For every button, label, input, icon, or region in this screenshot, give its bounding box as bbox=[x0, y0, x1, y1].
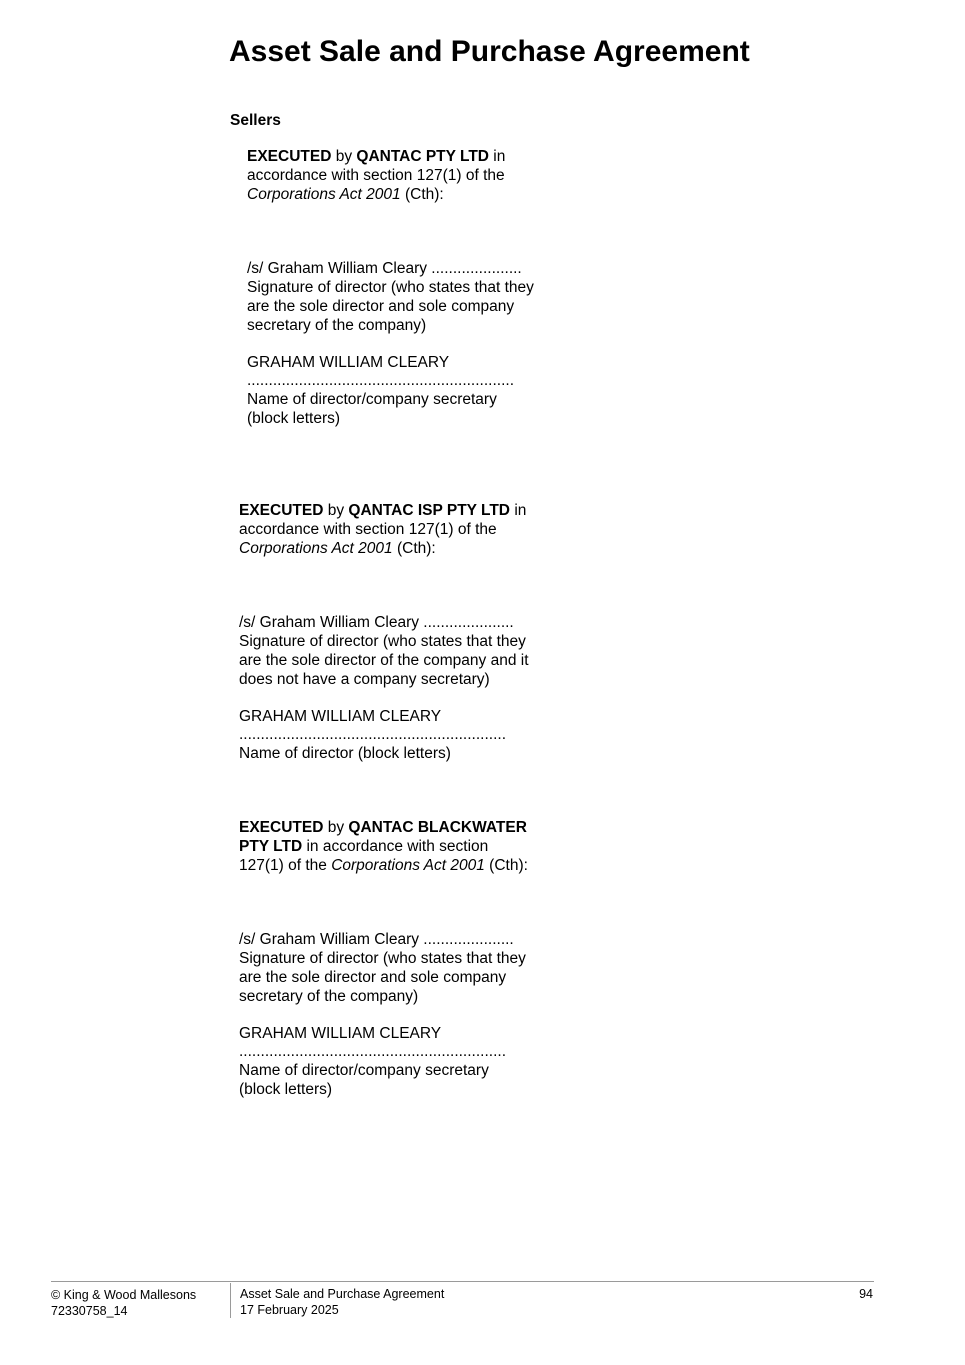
footer-column-divider bbox=[230, 1283, 231, 1318]
director-name: GRAHAM WILLIAM CLEARY bbox=[239, 1024, 442, 1042]
by-text: by bbox=[323, 502, 349, 519]
name-caption: Name of director (block letters) bbox=[239, 745, 451, 763]
executed-label: EXECUTED bbox=[239, 502, 324, 519]
execution-block-1 bbox=[247, 148, 537, 429]
footer-doc-title: Asset Sale and Purchase Agreement bbox=[240, 1287, 445, 1301]
name-caption: Name of director/company secretary (block letters) bbox=[247, 391, 497, 427]
signature-line bbox=[239, 931, 529, 950]
clause-end: (Cth): bbox=[484, 856, 528, 874]
by-text: by bbox=[331, 148, 357, 165]
clause-text: in accordance with section 127(1) of the bbox=[247, 148, 506, 184]
signature-line bbox=[239, 614, 529, 633]
name-caption: Name of director/company secretary (block letters) bbox=[239, 1062, 489, 1098]
by-text: by bbox=[323, 819, 349, 836]
act-name: Corporations Act 2001 bbox=[247, 185, 401, 203]
company-name: QANTAC BLACKWATER PTY LTD bbox=[239, 819, 527, 855]
signature-caption: Signature of director (who states that they are the sole director and sole company secretary of the company) bbox=[239, 950, 526, 1005]
executed-label: EXECUTED bbox=[247, 148, 332, 165]
execution-block-3 bbox=[239, 819, 529, 1100]
signature-caption: Signature of director (who states that they are the sole director and sole company secretary of the company) bbox=[247, 279, 534, 334]
execution-clause bbox=[239, 502, 529, 558]
executed-label: EXECUTED bbox=[239, 819, 324, 836]
name-dots: .............................................................. bbox=[239, 726, 506, 744]
footer-divider bbox=[51, 1281, 874, 1282]
clause-end: (Cth): bbox=[400, 185, 444, 203]
signature-dots: ..................... bbox=[419, 931, 514, 949]
signature-text: /s/ Graham William Cleary bbox=[239, 614, 419, 632]
signature-dots: ..................... bbox=[419, 614, 514, 632]
clause-text: in accordance with section 127(1) of the bbox=[239, 837, 489, 874]
director-name: GRAHAM WILLIAM CLEARY bbox=[247, 353, 450, 371]
footer-doc-ref: 72330758_14 bbox=[51, 1304, 128, 1318]
signature-caption: Signature of director (who states that they are the sole director of the company and it does not have a company secretary) bbox=[239, 633, 529, 688]
director-name: GRAHAM WILLIAM CLEARY bbox=[239, 707, 442, 725]
footer-left bbox=[51, 1287, 196, 1319]
page-title: Asset Sale and Purchase Agreement bbox=[229, 35, 750, 68]
footer-middle bbox=[240, 1286, 444, 1318]
execution-block-2 bbox=[239, 502, 529, 764]
company-name: QANTAC PTY LTD bbox=[356, 148, 489, 165]
clause-text: in accordance with section 127(1) of the bbox=[239, 502, 527, 538]
signature-line bbox=[247, 260, 537, 279]
company-name: QANTAC ISP PTY LTD bbox=[348, 502, 511, 519]
footer-page-number: 94 bbox=[859, 1287, 873, 1301]
execution-clause bbox=[247, 148, 537, 204]
name-dots: .............................................................. bbox=[247, 372, 514, 390]
signature-text: /s/ Graham William Cleary bbox=[247, 260, 427, 278]
signature-dots: ..................... bbox=[427, 260, 522, 278]
footer-copyright: © King & Wood Mallesons bbox=[51, 1288, 197, 1302]
section-heading: Sellers bbox=[230, 112, 281, 129]
clause-end: (Cth): bbox=[392, 539, 436, 557]
act-name: Corporations Act 2001 bbox=[239, 539, 393, 557]
footer-date: 17 February 2025 bbox=[240, 1303, 339, 1317]
execution-clause bbox=[239, 819, 529, 875]
act-name: Corporations Act 2001 bbox=[331, 856, 485, 874]
signature-text: /s/ Graham William Cleary bbox=[239, 931, 419, 949]
name-dots: .............................................................. bbox=[239, 1043, 506, 1061]
